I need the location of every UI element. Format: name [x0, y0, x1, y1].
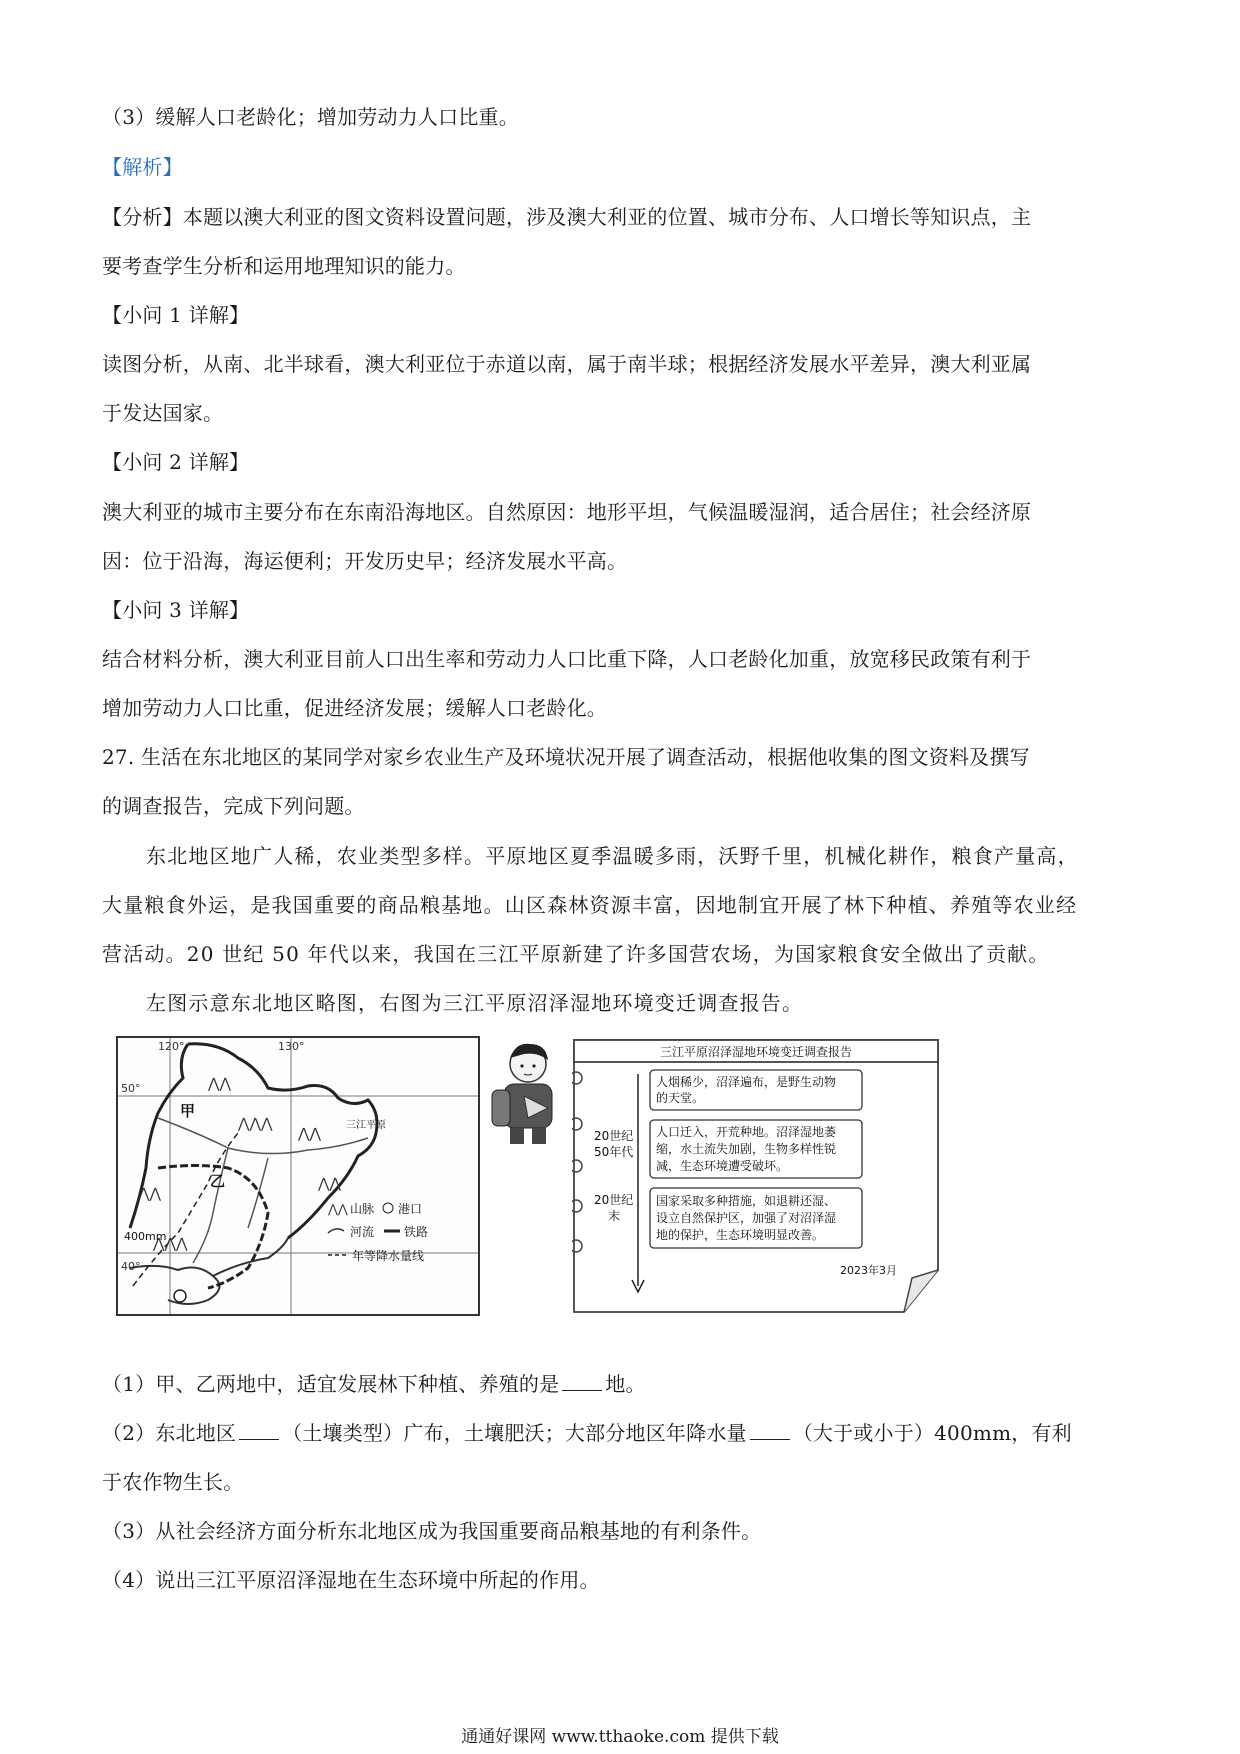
sub-question-3-line-1: 结合材料分析，澳大利亚目前人口出生率和劳动力人口比重下降，人口老龄化加重，放宽移民政策有利于 [102, 647, 1032, 671]
answer-line-3: （3）缓解人口老龄化；增加劳动力人口比重。 [102, 105, 519, 129]
sub-question-1-heading: 【小问 1 详解】 [102, 303, 250, 327]
mountain-icon: ⋀⋀ [208, 1076, 231, 1092]
sub-question-4: （4）说出三江平原沼泽湿地在生态环境中所起的作用。 [102, 1568, 600, 1592]
sub-question-3-line-2: 增加劳动力人口比重，促进经济发展；缓解人口老龄化。 [102, 696, 607, 720]
sub-question-3: （3）从社会经济方面分析东北地区成为我国重要商品粮基地的有利条件。 [102, 1519, 762, 1543]
mountain-icon: ⋀⋀⋀ [238, 1116, 273, 1132]
era-2-label-line-2: 末 [608, 1209, 621, 1223]
report-box-3-line: 设立自然保护区，加强了对沼泽湿 [656, 1211, 837, 1225]
answer-blank [562, 1374, 602, 1391]
yi-label: 乙 [210, 1172, 226, 1190]
material-line-3: 营活动。20 世纪 50 年代以来，我国在三江平原新建了许多国营农场，为国家粮食安全做出了贡献。 [102, 942, 1050, 966]
isohyet-label: 400mm [124, 1230, 167, 1243]
answer-blank [239, 1423, 279, 1440]
sub-question-1 [102, 1360, 1138, 1409]
report-box-2-line: 人口迁入，开荒种地。沼泽湿地萎 [656, 1125, 837, 1139]
port-icon [174, 1290, 186, 1302]
sub-question-1-line-1: 读图分析，从南、北半球看，澳大利亚位于赤道以南，属于南半球；根据经济发展水平差异，澳大利亚属 [102, 352, 1032, 376]
report-box-1-line: 的天堂。 [656, 1091, 705, 1105]
jia-label: 甲 [180, 1102, 196, 1120]
era-1-label: 20世纪 [594, 1129, 634, 1143]
map-legend [327, 1201, 428, 1263]
sub-question-2-line-2: 于农作物生长。 [102, 1470, 244, 1494]
sub-question-2-tail: （大于或小于）400mm，有利 [792, 1421, 1072, 1445]
sub-question-2-line-2: 因：位于沿海，海运便利；开发历史早；经济发展水平高。 [102, 549, 628, 573]
analysis-line-2: 要考查学生分析和运用地理知识的能力。 [102, 254, 466, 278]
legend-river-label: 河流 [350, 1225, 375, 1239]
material-line-2: 大量粮食外运，是我国重要的商品粮基地。山区森林资源丰富，因地制宜开展了林下种植、养殖等农业经 [102, 893, 1078, 917]
report-box-2-line: 减，生态环境遭受破坏。 [656, 1159, 789, 1173]
sub-question-1-suffix: 地。 [605, 1372, 646, 1396]
answer-blank [750, 1423, 790, 1440]
report-title: 三江平原沼泽湿地环境变迁调查报告 [659, 1045, 853, 1059]
svg-text:⋀⋀: ⋀⋀ [328, 1202, 348, 1216]
lat-50-label: 50° [121, 1082, 141, 1095]
lon-130-label: 130° [278, 1040, 305, 1053]
northeast-map [116, 1036, 480, 1316]
report-box-3-line: 国家采取多种措施，如退耕还湿、 [656, 1194, 837, 1208]
mountain-icon: ⋀⋀⋀ [153, 1236, 188, 1252]
legend-rail-label: 铁路 [404, 1225, 429, 1239]
legend-port-label: 港口 [398, 1202, 423, 1216]
report-box-2-line: 缩，水土流失加剧，生物多样性锐 [656, 1142, 837, 1156]
figure [116, 1030, 946, 1320]
report-box-3-line: 地的保护，生态环境明显改善。 [656, 1228, 825, 1242]
material-line-1: 东北地区地广人稀，农业类型多样。平原地区夏季温暖多雨，沃野千里，机械化耕作，粮食产量高， [146, 844, 1079, 868]
analysis-heading: 【解析】 [102, 155, 183, 179]
mountain-icon: ⋀⋀ [318, 1176, 341, 1192]
sub-question-2-heading: 【小问 2 详解】 [102, 450, 250, 474]
sub-question-1-text: （1）甲、乙两地中，适宜发展林下种植、养殖的是 [102, 1372, 560, 1396]
student-illustration [484, 1038, 568, 1148]
lat-40-label: 40° [121, 1260, 141, 1273]
sanjiang-label: 三江平原 [346, 1120, 386, 1131]
survey-report [572, 1038, 940, 1314]
report-box-1-line: 人烟稀少，沼泽遍布，是野生动物 [656, 1075, 837, 1089]
era-2-label: 20世纪 [594, 1193, 634, 1207]
question-27-line-1: 27. 生活在东北地区的某同学对家乡农业生产及环境状况开展了调查活动，根据他收集的图文资料及撰写 [102, 745, 1030, 769]
sub-question-3-heading: 【小问 3 详解】 [102, 598, 250, 622]
sub-question-2 [102, 1409, 1138, 1458]
era-1-label-line-2: 50年代 [594, 1145, 634, 1159]
sub-question-1-line-2: 于发达国家。 [102, 401, 224, 425]
sub-question-2-line-1: 澳大利亚的城市主要分布在东南沿海地区。自然原因：地形平坦，气候温暖湿润，适合居住；社会经济原 [102, 500, 1032, 524]
sub-question-2-text: （2）东北地区 [102, 1421, 237, 1445]
report-date: 2023年3月 [840, 1264, 897, 1277]
lon-120-label: 120° [158, 1040, 185, 1053]
analysis-line-1: 【分析】本题以澳大利亚的图文资料设置问题，涉及澳大利亚的位置、城市分布、人口增长等知识点，主 [102, 205, 1032, 229]
mountain-icon: ⋀⋀ [298, 1126, 321, 1142]
legend-isohyet-label: 年等降水量线 [352, 1249, 425, 1263]
sub-question-2-middle: （土壤类型）广布，土壤肥沃；大部分地区年降水量 [282, 1421, 747, 1445]
question-27-line-2: 的调查报告，完成下列问题。 [102, 794, 365, 818]
legend-mountain-label: 山脉 [350, 1202, 375, 1216]
material-line-4: 左图示意东北地区略图，右图为三江平原沼泽湿地环境变迁调查报告。 [146, 991, 804, 1015]
page-footer: 通通好课网 www.tthaoke.com 提供下载 [461, 1727, 779, 1747]
isohyet-line [133, 1133, 238, 1286]
mountain-icon: ⋀⋀ [138, 1186, 161, 1202]
